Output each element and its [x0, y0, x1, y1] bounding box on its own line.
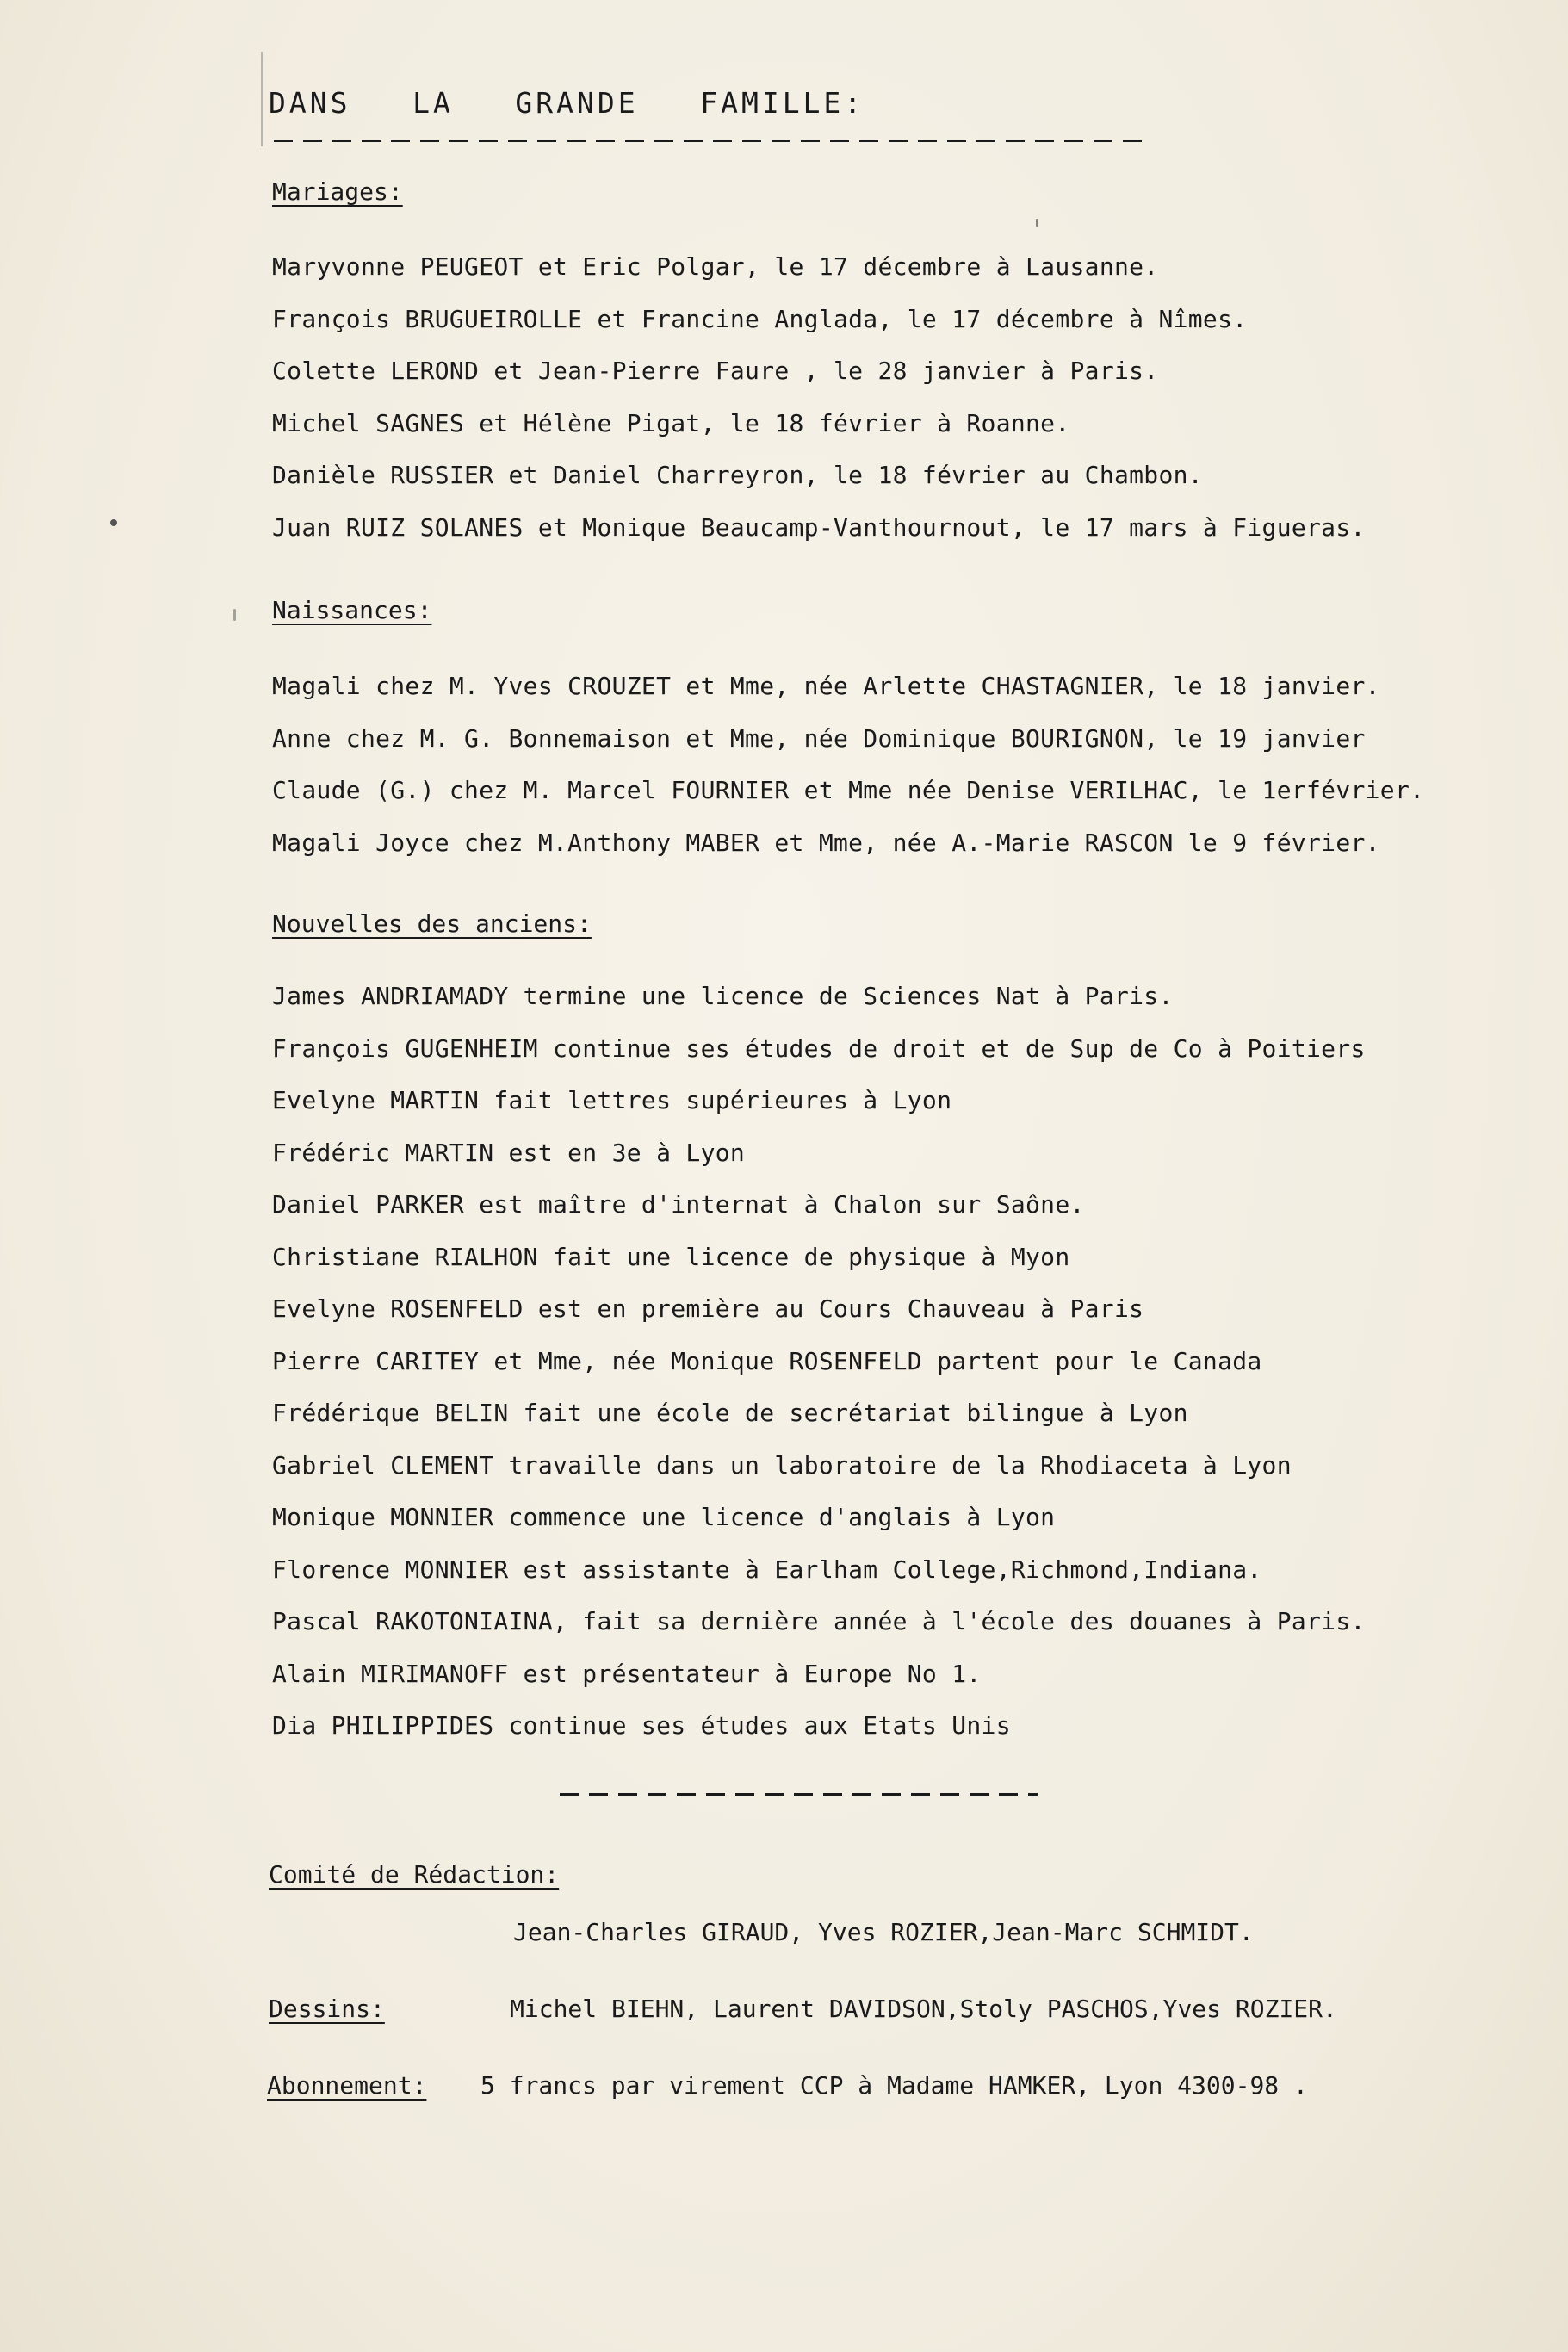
list-item: Danièle RUSSIER et Daniel Charreyron, le 18 février au Chambon.	[272, 461, 1203, 489]
section-heading-naissances: Naissances:	[272, 596, 432, 624]
list-item: Christiane RIALHON fait une licence de physique à Myon	[272, 1242, 1070, 1271]
list-item: Daniel PARKER est maître d'internat à Chalon sur Saône.	[272, 1190, 1085, 1219]
abonnement-details: 5 francs par virement CCP à Madame HAMKER, Lyon 4300-98 .	[480, 2071, 1308, 2100]
abonnement-label: Abonnement:	[267, 2071, 427, 2100]
list-item: Dia PHILIPPIDES continue ses études aux Etats Unis	[272, 1711, 1011, 1740]
list-item: Claude (G.) chez M. Marcel FOURNIER et Mme née Denise VERILHAC, le 1erfévrier.	[272, 776, 1425, 804]
list-item: Evelyne MARTIN fait lettres supérieures à Lyon	[272, 1086, 952, 1114]
ink-speck	[110, 519, 117, 526]
list-item: Magali Joyce chez M.Anthony MABER et Mme, née A.-Marie RASCON le 9 février.	[272, 828, 1380, 857]
list-item: Michel SAGNES et Hélène Pigat, le 18 février à Roanne.	[272, 408, 1070, 438]
section-heading-mariages: Mariages:	[272, 177, 403, 206]
list-item: Magali chez M. Yves CROUZET et Mme, née Arlette CHASTAGNIER, le 18 janvier.	[272, 672, 1380, 700]
dessins-names: Michel BIEHN, Laurent DAVIDSON,Stoly PASCHOS,Yves ROZIER.	[510, 1995, 1337, 2023]
dessins-label: Dessins:	[269, 1995, 385, 2023]
list-item: Juan RUIZ SOLANES et Monique Beaucamp-Vanthournout, le 17 mars à Figueras.	[272, 512, 1366, 542]
ink-speck	[233, 609, 236, 621]
section-heading-nouvelles: Nouvelles des anciens:	[272, 909, 592, 938]
naissances-list	[272, 661, 1424, 869]
margin-pencil-line	[261, 52, 263, 146]
list-item: Alain MIRIMANOFF est présentateur à Europe No 1.	[272, 1659, 982, 1688]
page-title: DANS LA GRANDE FAMILLE:	[269, 86, 865, 120]
section-dashed-separator	[560, 1793, 1038, 1796]
list-item: Frédérique BELIN fait une école de secrétariat bilingue à Lyon	[272, 1399, 1188, 1427]
list-item: James ANDRIAMADY termine une licence de Sciences Nat à Paris.	[272, 982, 1174, 1010]
mariages-list	[272, 241, 1366, 554]
comite-label: Comité de Rédaction:	[269, 1860, 560, 1889]
comite-names: Jean-Charles GIRAUD, Yves ROZIER,Jean-Marc SCHMIDT.	[513, 1918, 1254, 1946]
list-item: Anne chez M. G. Bonnemaison et Mme, née Dominique BOURIGNON, le 19 janvier	[272, 723, 1366, 753]
list-item: Florence MONNIER est assistante à Earlham College,Richmond,Indiana.	[272, 1555, 1262, 1584]
list-item: Monique MONNIER commence une licence d'anglais à Lyon	[272, 1503, 1056, 1531]
list-item: Colette LEROND et Jean-Pierre Faure , le 28 janvier à Paris.	[272, 357, 1159, 385]
list-item: Evelyne ROSENFELD est en première au Cours Chauveau à Paris	[272, 1294, 1144, 1323]
list-item: Maryvonne PEUGEOT et Eric Polgar, le 17 décembre à Lausanne.	[272, 252, 1159, 281]
list-item: Gabriel CLEMENT travaille dans un laboratoire de la Rhodiaceta à Lyon	[272, 1450, 1292, 1480]
list-item: François BRUGUEIROLLE et Francine Anglada, le 17 décembre à Nîmes.	[272, 304, 1248, 333]
nouvelles-list	[272, 971, 1366, 1753]
list-item: François GUGENHEIM continue ses études de droit et de Sup de Co à Poitiers	[272, 1033, 1366, 1063]
ink-speck	[1036, 219, 1038, 227]
title-dashed-rule	[274, 140, 1143, 142]
list-item: Pascal RAKOTONIAINA, fait sa dernière année à l'école des douanes à Paris.	[272, 1607, 1366, 1635]
list-item: Frédéric MARTIN est en 3e à Lyon	[272, 1138, 746, 1167]
list-item: Pierre CARITEY et Mme, née Monique ROSENFELD partent pour le Canada	[272, 1346, 1262, 1375]
